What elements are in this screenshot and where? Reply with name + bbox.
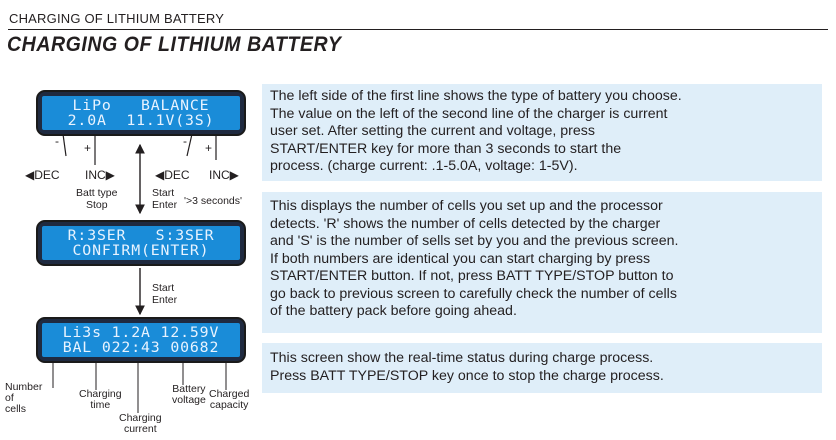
lcd-screen-2 bbox=[36, 220, 246, 266]
start-label: Start bbox=[152, 187, 175, 199]
callout-charging-current: Charging current bbox=[119, 412, 162, 435]
dec-label-right: DEC bbox=[164, 168, 190, 182]
lcd3-line2: BAL 022:43 00682 bbox=[62, 340, 220, 356]
callout-charging-time: Charging time bbox=[79, 388, 122, 411]
triangle-left-icon: ◀ bbox=[25, 168, 35, 182]
minus-sign-left: - bbox=[55, 134, 59, 148]
triangle-left-icon: ◀ bbox=[155, 168, 165, 182]
lcd-screen-1 bbox=[36, 90, 246, 136]
dec-button-left[interactable] bbox=[25, 169, 60, 182]
dec-tick-right bbox=[187, 134, 192, 156]
callout-number-of-cells: Number of cells bbox=[5, 381, 43, 415]
dec-button-right[interactable] bbox=[155, 169, 190, 182]
description-para-3: This screen show the real-time status during charge process. Press BATT TYPE/STOP key once to stop the charge process. bbox=[262, 343, 822, 393]
description-para-1: The left side of the first line shows the type of battery you choose. The value on the left of the second line of the charger is current user set. After setting the current and voltage, press START/ENTER key for more than 3 seconds to start the process. (charge current: .1-5.0A, voltage: 1-5V). bbox=[262, 84, 822, 181]
enter-label: Enter bbox=[152, 199, 178, 211]
lcd2-line2: CONFIRM(ENTER) bbox=[72, 243, 210, 259]
lcd2-line1: R:3SER S:3SER bbox=[67, 228, 215, 244]
lcd3-line1: Li3s 1.2A 12.59V bbox=[62, 325, 220, 341]
minus-sign-right: - bbox=[183, 134, 187, 148]
seconds-note: '>3 seconds' bbox=[184, 195, 243, 207]
callout-charged-capacity: Charged capacity bbox=[209, 388, 250, 411]
triangle-right-icon: ▶ bbox=[229, 168, 239, 182]
plus-sign-left: + bbox=[84, 141, 92, 155]
lcd-screen-3 bbox=[36, 317, 246, 363]
inc-label-right: INC bbox=[209, 168, 230, 182]
callout-battery-voltage: Battery voltage bbox=[172, 383, 206, 406]
inc-button-right[interactable] bbox=[209, 169, 239, 182]
start-label-2: Start bbox=[152, 282, 175, 294]
lcd1-line1: LiPo BALANCE bbox=[72, 98, 210, 114]
triangle-right-icon: ▶ bbox=[105, 168, 115, 182]
page-title: CHARGING OF LITHIUM BATTERY bbox=[7, 33, 342, 56]
stop-label: Stop bbox=[86, 199, 108, 211]
inc-button-left[interactable] bbox=[85, 169, 115, 182]
dec-label: DEC bbox=[34, 168, 60, 182]
plus-sign-right: + bbox=[205, 141, 213, 155]
enter-label-2: Enter bbox=[152, 294, 178, 306]
description-para-2: This displays the number of cells you set up and the processor detects. 'R' shows the number of cells detected by the charger and 'S' is the number of sells set by you and the previous screen. If both numbers are identical you can start charging by press START/ENTER button. If not, press BATT TYPE/STOP button to go back to previous screen to carefully check the number of cells of the battery pack before going ahead. bbox=[262, 192, 822, 333]
inc-label: INC bbox=[85, 168, 106, 182]
dec-tick-left bbox=[63, 134, 66, 156]
batt-type-label: Batt type bbox=[76, 187, 118, 199]
lcd1-line2: 2.0A 11.1V(3S) bbox=[67, 113, 215, 129]
section-label: CHARGING OF LITHIUM BATTERY bbox=[9, 11, 225, 26]
